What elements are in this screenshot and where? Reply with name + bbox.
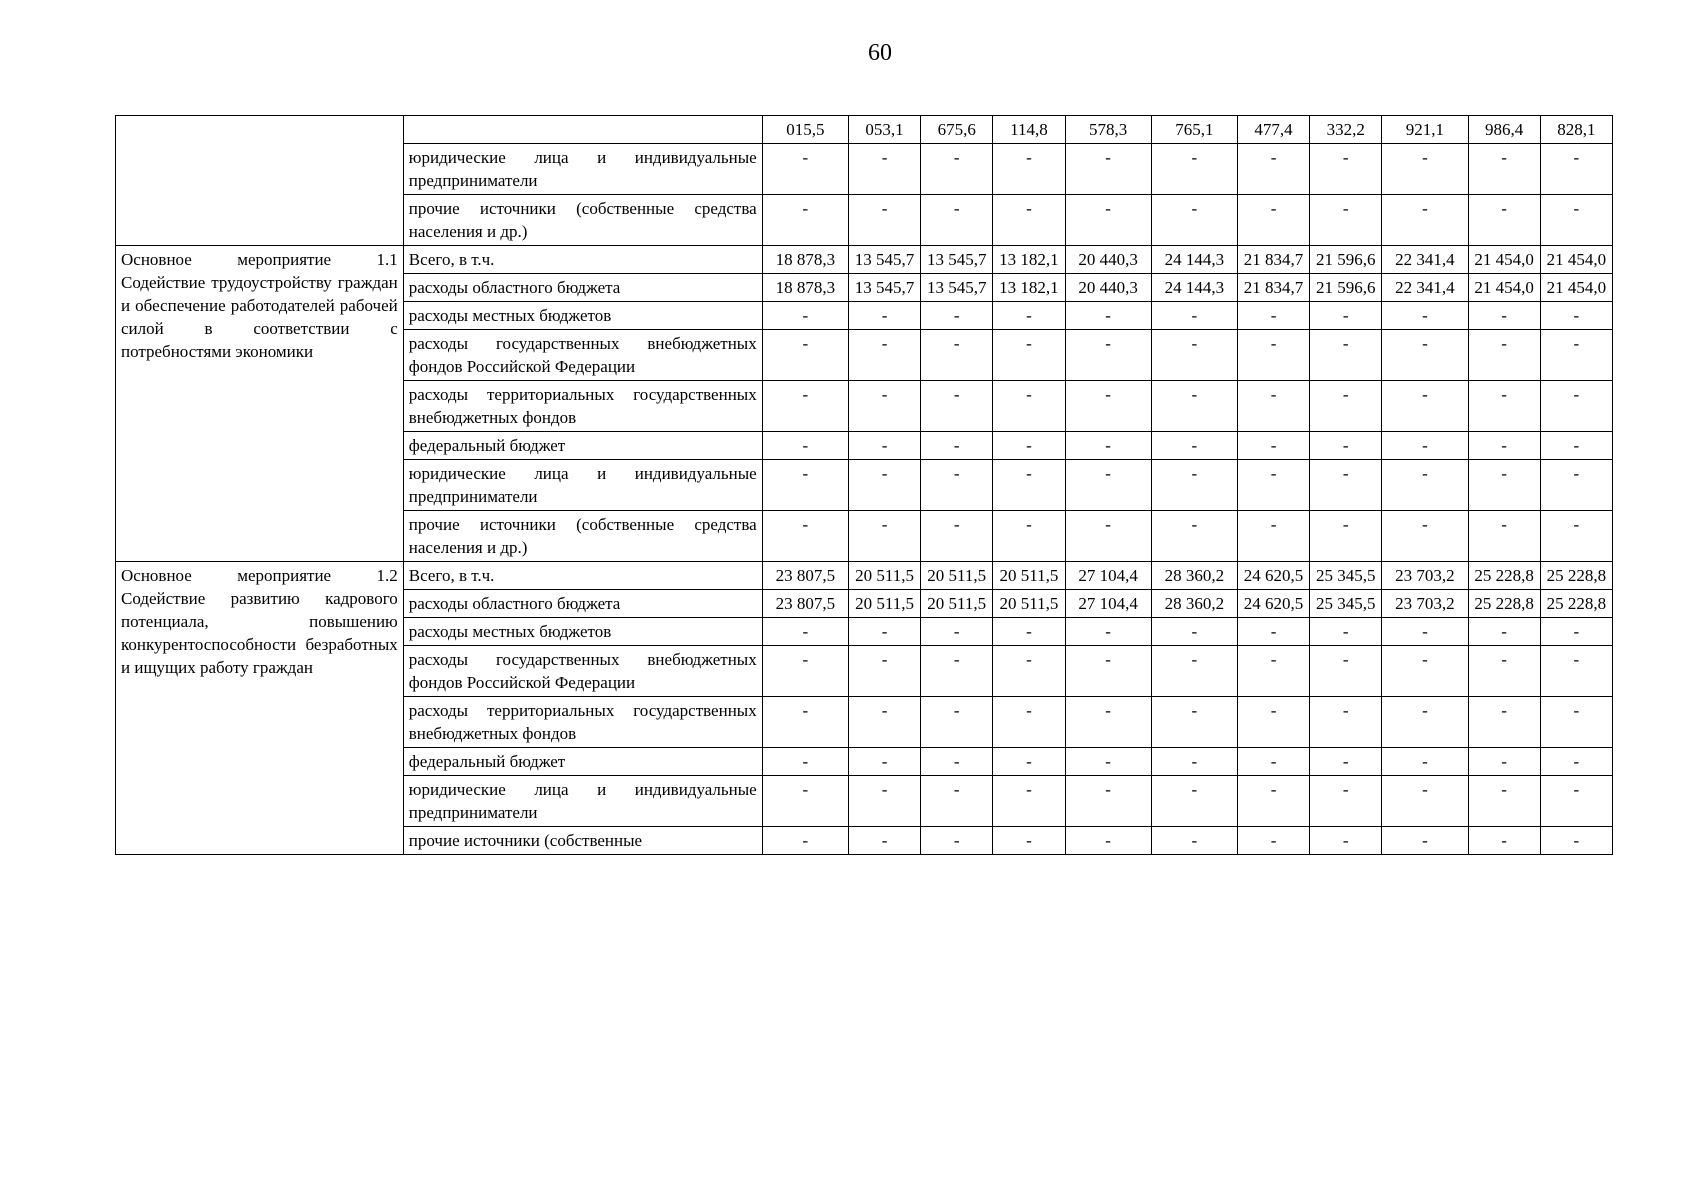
value-cell: - [848, 330, 920, 381]
value-cell: 25 228,8 [1540, 590, 1612, 618]
value-cell: 24 144,3 [1151, 274, 1237, 302]
value-cell: - [993, 432, 1065, 460]
value-cell: - [1151, 776, 1237, 827]
value-cell: - [1310, 748, 1382, 776]
value-cell: - [1065, 381, 1151, 432]
value-cell: 578,3 [1065, 116, 1151, 144]
value-cell: - [1540, 697, 1612, 748]
value-cell: - [1237, 195, 1309, 246]
value-cell: 675,6 [921, 116, 993, 144]
value-cell: - [1468, 618, 1540, 646]
funding-source-cell: федеральный бюджет [403, 748, 762, 776]
value-cell: - [1310, 330, 1382, 381]
value-cell: - [1468, 381, 1540, 432]
value-cell: - [1540, 827, 1612, 855]
value-cell: - [1540, 381, 1612, 432]
value-cell: - [921, 697, 993, 748]
value-cell: - [1310, 618, 1382, 646]
value-cell: - [762, 827, 848, 855]
value-cell: 21 454,0 [1468, 246, 1540, 274]
value-cell: 21 454,0 [1540, 274, 1612, 302]
value-cell: - [1382, 827, 1468, 855]
value-cell: 20 440,3 [1065, 246, 1151, 274]
value-cell: - [848, 776, 920, 827]
value-cell: - [1237, 381, 1309, 432]
value-cell: - [1151, 618, 1237, 646]
value-cell: - [921, 827, 993, 855]
value-cell: - [1151, 302, 1237, 330]
value-cell: - [993, 827, 1065, 855]
value-cell: - [1310, 776, 1382, 827]
value-cell: - [1540, 330, 1612, 381]
value-cell: - [993, 460, 1065, 511]
value-cell: 20 511,5 [848, 562, 920, 590]
value-cell: 24 620,5 [1237, 562, 1309, 590]
value-cell: - [1065, 827, 1151, 855]
value-cell: - [1382, 697, 1468, 748]
value-cell: - [1468, 776, 1540, 827]
value-cell: 25 228,8 [1540, 562, 1612, 590]
value-cell: - [1310, 646, 1382, 697]
value-cell: - [1468, 697, 1540, 748]
value-cell: - [921, 646, 993, 697]
value-cell: - [1237, 432, 1309, 460]
value-cell: - [1310, 302, 1382, 330]
value-cell: - [1468, 646, 1540, 697]
value-cell: - [848, 646, 920, 697]
value-cell: - [1468, 748, 1540, 776]
activity-cell [116, 116, 404, 246]
funding-source-cell: расходы местных бюджетов [403, 618, 762, 646]
value-cell: 23 807,5 [762, 590, 848, 618]
table-body [116, 116, 1613, 855]
value-cell: - [1151, 827, 1237, 855]
value-cell: - [1151, 330, 1237, 381]
value-cell: - [762, 302, 848, 330]
value-cell: - [1310, 381, 1382, 432]
value-cell: - [921, 511, 993, 562]
value-cell: - [993, 697, 1065, 748]
value-cell: 13 182,1 [993, 246, 1065, 274]
value-cell: - [1540, 776, 1612, 827]
value-cell: - [1237, 697, 1309, 748]
value-cell: - [848, 302, 920, 330]
value-cell: 13 182,1 [993, 274, 1065, 302]
value-cell: - [921, 195, 993, 246]
value-cell: - [1237, 330, 1309, 381]
value-cell: 015,5 [762, 116, 848, 144]
value-cell: - [1540, 144, 1612, 195]
value-cell: 25 345,5 [1310, 590, 1382, 618]
value-cell: - [1382, 460, 1468, 511]
funding-source-cell: федеральный бюджет [403, 432, 762, 460]
value-cell: - [848, 460, 920, 511]
value-cell: - [1540, 646, 1612, 697]
value-cell: 053,1 [848, 116, 920, 144]
funding-source-cell: расходы местных бюджетов [403, 302, 762, 330]
value-cell: 13 545,7 [848, 274, 920, 302]
value-cell: - [993, 302, 1065, 330]
value-cell: 13 545,7 [848, 246, 920, 274]
value-cell: 28 360,2 [1151, 590, 1237, 618]
value-cell: - [1540, 618, 1612, 646]
value-cell: - [1151, 511, 1237, 562]
value-cell: - [1151, 432, 1237, 460]
value-cell: - [1382, 511, 1468, 562]
value-cell: - [993, 511, 1065, 562]
value-cell: - [1468, 827, 1540, 855]
value-cell: - [762, 195, 848, 246]
funding-source-cell: расходы государственных внебюджетных фондов Российской Федерации [403, 646, 762, 697]
value-cell: - [1310, 144, 1382, 195]
funding-source-cell: расходы областного бюджета [403, 590, 762, 618]
value-cell: - [1382, 330, 1468, 381]
value-cell: - [848, 381, 920, 432]
value-cell: - [762, 460, 848, 511]
value-cell: - [1382, 748, 1468, 776]
value-cell: 20 511,5 [921, 590, 993, 618]
value-cell: - [1065, 195, 1151, 246]
value-cell: - [1310, 432, 1382, 460]
value-cell: 24 144,3 [1151, 246, 1237, 274]
value-cell: 21 596,6 [1310, 246, 1382, 274]
value-cell: - [921, 330, 993, 381]
value-cell: - [1382, 144, 1468, 195]
value-cell: - [762, 618, 848, 646]
value-cell: - [993, 618, 1065, 646]
value-cell: - [921, 302, 993, 330]
activity-cell: Основное мероприятие 1.1 Содействие трудоустройству граждан и обеспечение работодателей рабочей силой в соответствии с потребностями экономики [116, 246, 404, 562]
value-cell: 20 511,5 [921, 562, 993, 590]
value-cell: - [762, 432, 848, 460]
value-cell: - [1310, 827, 1382, 855]
value-cell: - [762, 697, 848, 748]
value-cell: - [848, 144, 920, 195]
value-cell: - [762, 330, 848, 381]
funding-source-cell: юридические лица и индивидуальные предприниматели [403, 776, 762, 827]
value-cell: - [848, 618, 920, 646]
funding-source-cell: юридические лица и индивидуальные предприниматели [403, 144, 762, 195]
funding-source-cell [403, 116, 762, 144]
value-cell: - [1237, 460, 1309, 511]
value-cell: - [1468, 144, 1540, 195]
page-number: 60 [868, 40, 892, 66]
value-cell: - [848, 511, 920, 562]
value-cell: - [1151, 748, 1237, 776]
value-cell: - [1540, 511, 1612, 562]
value-cell: - [1540, 460, 1612, 511]
value-cell: - [1382, 195, 1468, 246]
value-cell: - [848, 697, 920, 748]
value-cell: 21 596,6 [1310, 274, 1382, 302]
value-cell: 114,8 [993, 116, 1065, 144]
value-cell: 22 341,4 [1382, 246, 1468, 274]
value-cell: - [1237, 748, 1309, 776]
value-cell: 921,1 [1382, 116, 1468, 144]
value-cell: 21 834,7 [1237, 274, 1309, 302]
value-cell: - [993, 381, 1065, 432]
value-cell: - [993, 646, 1065, 697]
value-cell: - [921, 748, 993, 776]
value-cell: - [762, 144, 848, 195]
value-cell: - [848, 827, 920, 855]
value-cell: - [1065, 618, 1151, 646]
value-cell: - [993, 330, 1065, 381]
value-cell: - [1468, 511, 1540, 562]
value-cell: - [1151, 646, 1237, 697]
value-cell: - [993, 748, 1065, 776]
value-cell: - [921, 432, 993, 460]
value-cell: 21 454,0 [1468, 274, 1540, 302]
table-row [116, 246, 1613, 274]
value-cell: - [848, 195, 920, 246]
value-cell: - [1237, 776, 1309, 827]
value-cell: - [1540, 432, 1612, 460]
value-cell: 20 511,5 [848, 590, 920, 618]
value-cell: 828,1 [1540, 116, 1612, 144]
value-cell: - [1382, 381, 1468, 432]
funding-source-cell: расходы территориальных государственных внебюджетных фондов [403, 697, 762, 748]
funding-source-cell: расходы территориальных государственных внебюджетных фондов [403, 381, 762, 432]
activity-cell: Основное мероприятие 1.2 Содействие развитию кадрового потенциала, повышению конкурентоспособности безработных и ищущих работу граждан [116, 562, 404, 855]
value-cell: - [1310, 195, 1382, 246]
value-cell: 27 104,4 [1065, 590, 1151, 618]
value-cell: 25 228,8 [1468, 590, 1540, 618]
value-cell: 25 228,8 [1468, 562, 1540, 590]
value-cell: 23 703,2 [1382, 562, 1468, 590]
value-cell: - [1151, 144, 1237, 195]
value-cell: - [1065, 776, 1151, 827]
funding-source-cell: расходы областного бюджета [403, 274, 762, 302]
value-cell: - [762, 776, 848, 827]
table-row [116, 562, 1613, 590]
value-cell: - [1065, 748, 1151, 776]
value-cell: - [1065, 330, 1151, 381]
value-cell: - [921, 381, 993, 432]
value-cell: 25 345,5 [1310, 562, 1382, 590]
value-cell: - [1065, 302, 1151, 330]
value-cell: - [1468, 302, 1540, 330]
value-cell: - [1065, 144, 1151, 195]
value-cell: 18 878,3 [762, 274, 848, 302]
value-cell: - [993, 144, 1065, 195]
funding-source-cell: прочие источники (собственные [403, 827, 762, 855]
value-cell: 20 440,3 [1065, 274, 1151, 302]
value-cell: 27 104,4 [1065, 562, 1151, 590]
value-cell: 13 545,7 [921, 274, 993, 302]
value-cell: - [1540, 748, 1612, 776]
value-cell: 332,2 [1310, 116, 1382, 144]
value-cell: - [1310, 697, 1382, 748]
value-cell: - [993, 195, 1065, 246]
value-cell: 22 341,4 [1382, 274, 1468, 302]
table-row [116, 116, 1613, 144]
value-cell: - [1151, 460, 1237, 511]
value-cell: - [762, 646, 848, 697]
value-cell: - [1151, 697, 1237, 748]
value-cell: 18 878,3 [762, 246, 848, 274]
value-cell: - [1237, 511, 1309, 562]
value-cell: 21 454,0 [1540, 246, 1612, 274]
value-cell: - [1065, 697, 1151, 748]
value-cell: - [762, 381, 848, 432]
value-cell: 24 620,5 [1237, 590, 1309, 618]
value-cell: - [1065, 646, 1151, 697]
value-cell: 13 545,7 [921, 246, 993, 274]
value-cell: - [1065, 460, 1151, 511]
value-cell: 28 360,2 [1151, 562, 1237, 590]
value-cell: 21 834,7 [1237, 246, 1309, 274]
value-cell: - [1468, 330, 1540, 381]
value-cell: - [1237, 827, 1309, 855]
value-cell: 23 807,5 [762, 562, 848, 590]
value-cell: - [921, 144, 993, 195]
value-cell: 477,4 [1237, 116, 1309, 144]
value-cell: - [848, 748, 920, 776]
value-cell: - [1382, 618, 1468, 646]
funding-source-cell: Всего, в т.ч. [403, 562, 762, 590]
value-cell: - [1151, 381, 1237, 432]
funding-source-cell: прочие источники (собственные средства населения и др.) [403, 195, 762, 246]
funding-source-cell: расходы государственных внебюджетных фондов Российской Федерации [403, 330, 762, 381]
value-cell: - [921, 460, 993, 511]
value-cell: - [921, 776, 993, 827]
value-cell: - [1065, 432, 1151, 460]
value-cell: 765,1 [1151, 116, 1237, 144]
value-cell: - [1237, 302, 1309, 330]
value-cell: - [1468, 460, 1540, 511]
funding-source-cell: прочие источники (собственные средства населения и др.) [403, 511, 762, 562]
value-cell: - [1382, 646, 1468, 697]
value-cell: - [993, 776, 1065, 827]
value-cell: - [1151, 195, 1237, 246]
value-cell: 23 703,2 [1382, 590, 1468, 618]
value-cell: - [762, 748, 848, 776]
value-cell: 20 511,5 [993, 562, 1065, 590]
budget-table [115, 115, 1613, 855]
value-cell: - [1237, 144, 1309, 195]
value-cell: - [762, 511, 848, 562]
value-cell: - [1382, 302, 1468, 330]
value-cell: - [1468, 432, 1540, 460]
value-cell: - [848, 432, 920, 460]
value-cell: - [1237, 618, 1309, 646]
value-cell: 986,4 [1468, 116, 1540, 144]
value-cell: - [1310, 460, 1382, 511]
funding-source-cell: юридические лица и индивидуальные предприниматели [403, 460, 762, 511]
value-cell: - [1237, 646, 1309, 697]
value-cell: - [1065, 511, 1151, 562]
value-cell: 20 511,5 [993, 590, 1065, 618]
value-cell: - [1540, 195, 1612, 246]
value-cell: - [1382, 776, 1468, 827]
value-cell: - [1310, 511, 1382, 562]
value-cell: - [1540, 302, 1612, 330]
funding-source-cell: Всего, в т.ч. [403, 246, 762, 274]
value-cell: - [1468, 195, 1540, 246]
value-cell: - [1382, 432, 1468, 460]
value-cell: - [921, 618, 993, 646]
